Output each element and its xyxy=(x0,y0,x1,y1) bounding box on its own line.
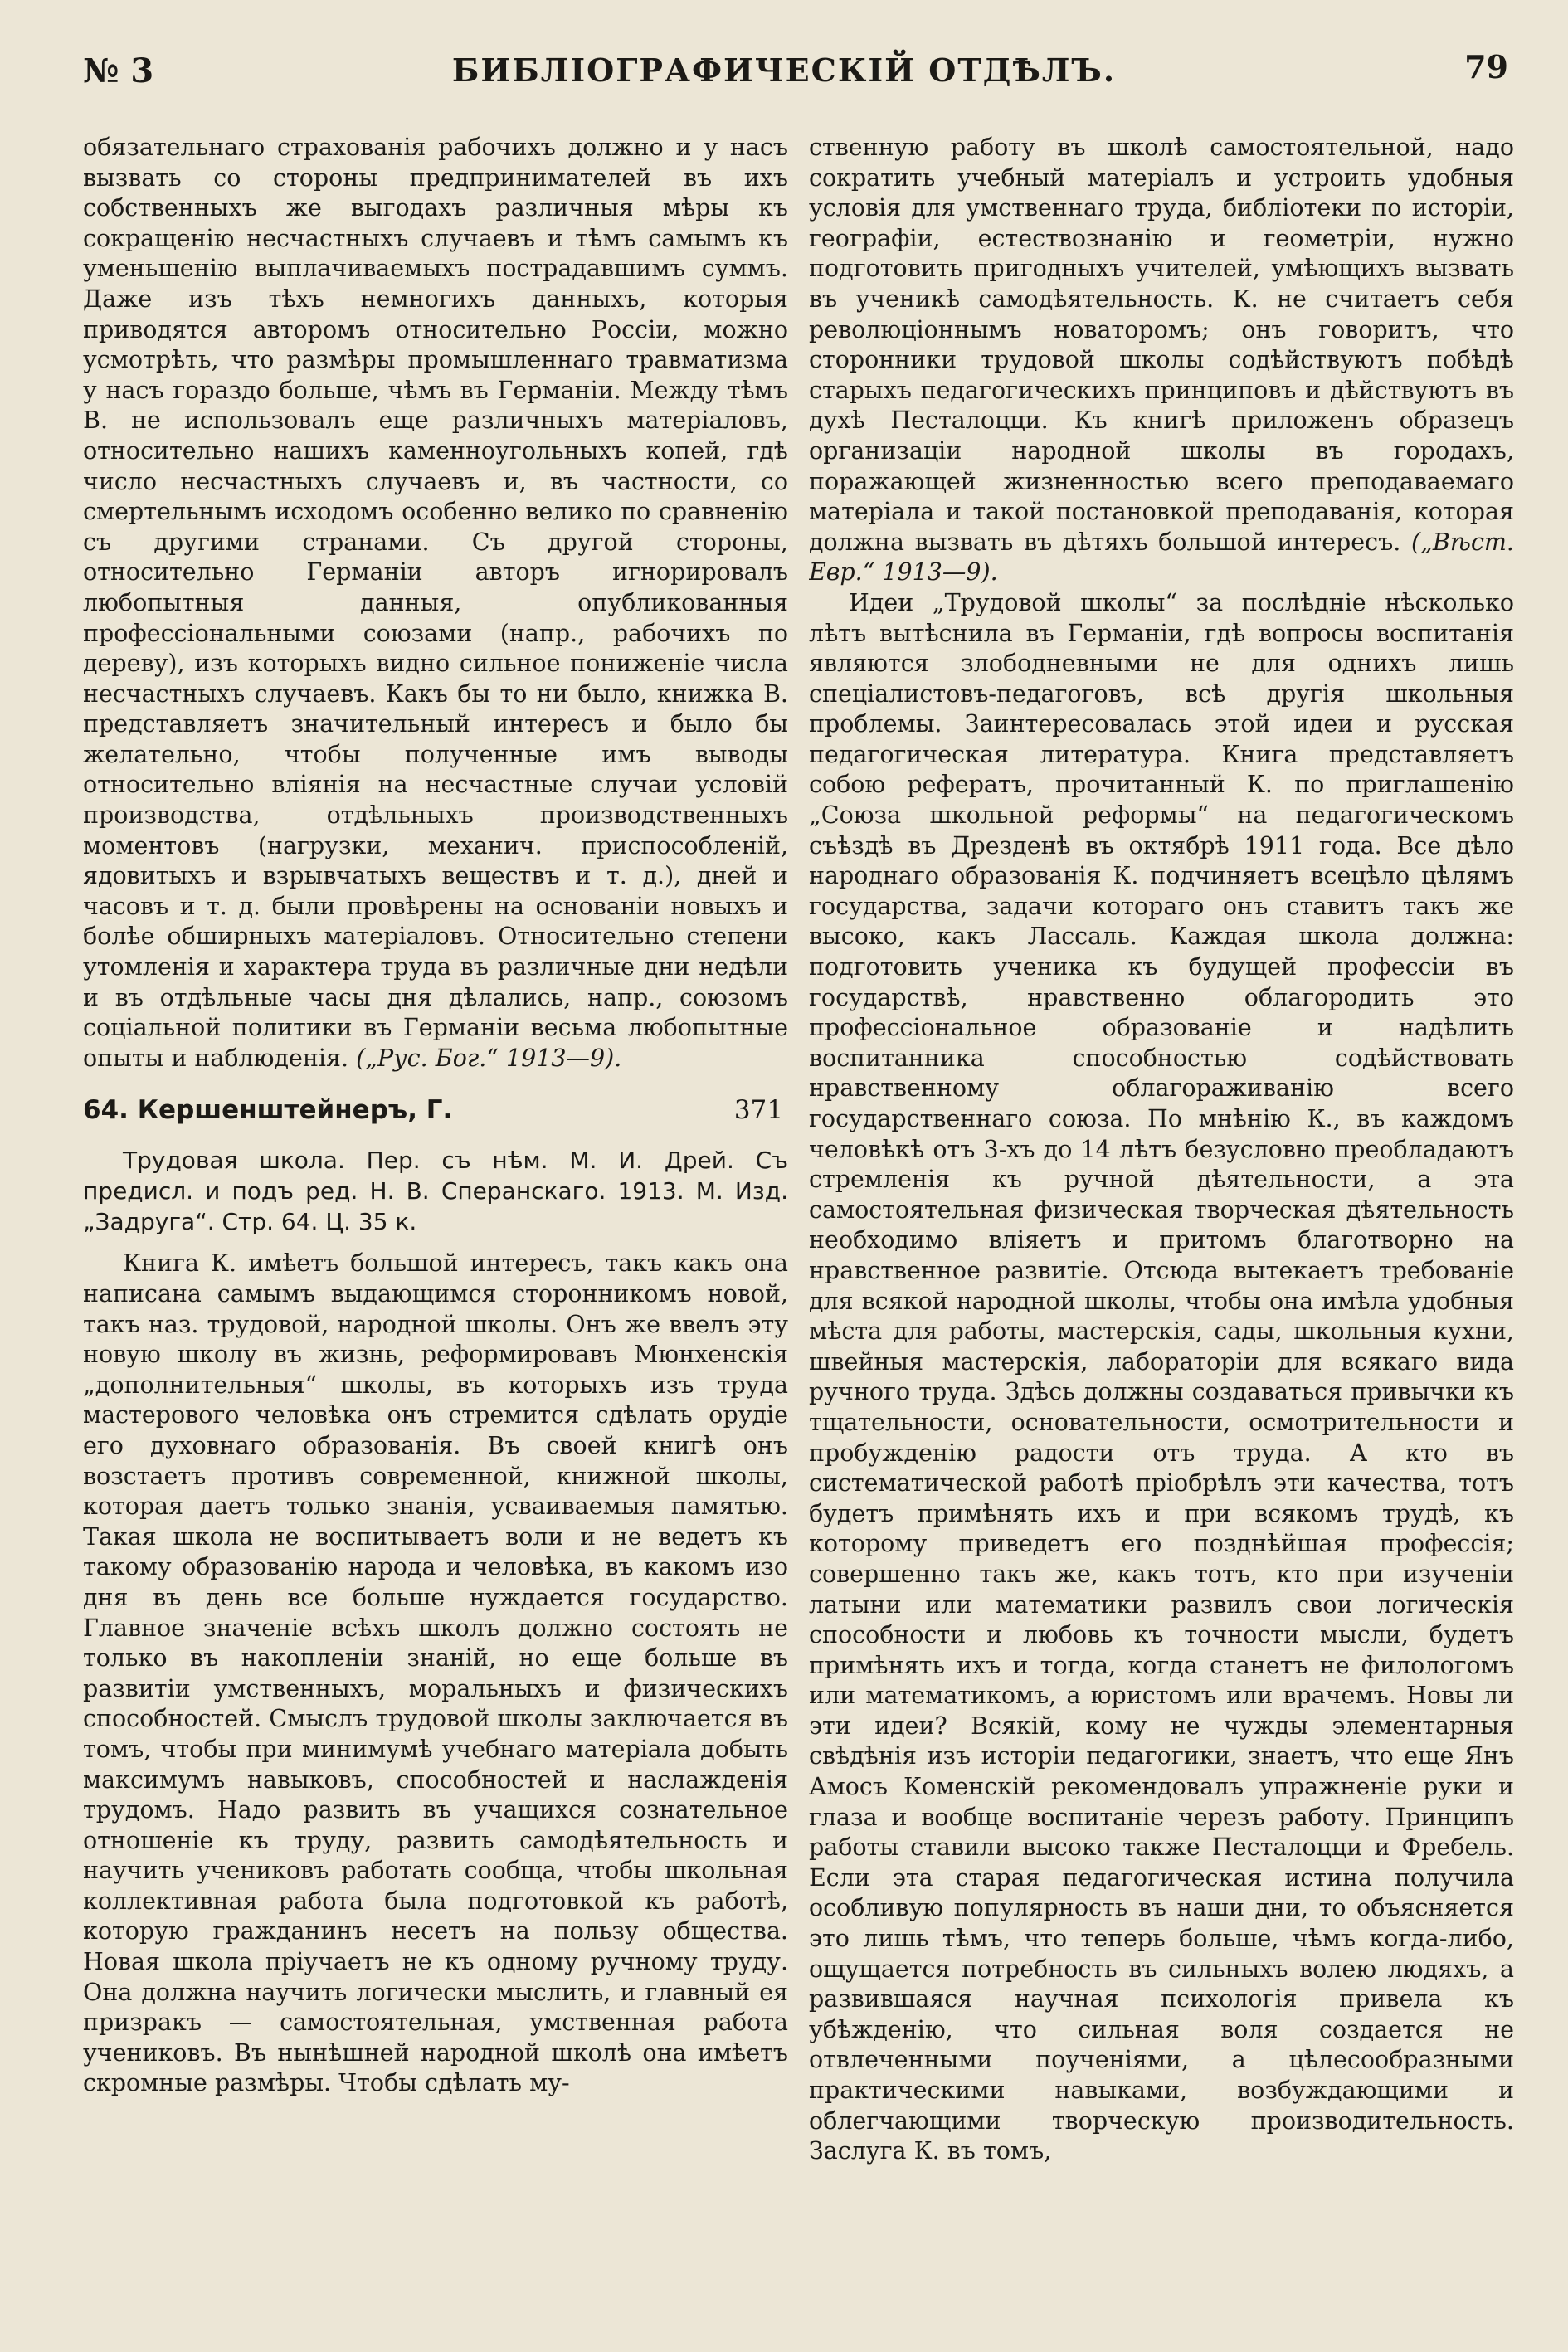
review-paragraph-right: Идеи „Трудовой школы“ за послѣдніе нѣсколько лѣтъ вытѣснила въ Германіи, гдѣ вопросы воспитанія являются злободневными не для однихъ лишь спеціалистовъ-педагоговъ, всѣ другія школьныя проблемы. Заинтересовалась этой идеи и русская педагогическая литература. Книга представляетъ собою рефератъ, прочитанный К. по приглашенію „Союза школьной реформы“ на педагогическомъ съѣздѣ въ Дрезденѣ въ октябрѣ 1911 года. Все дѣло народнаго образованія К. подчиняетъ всецѣло цѣлямъ государства, задачи котораго онъ ставитъ такъ же высоко, какъ Лассаль. Каждая школа должна: подготовить ученика къ будущей профессіи въ государствѣ, нравственно облагородить это профессіональное образованіе и надѣлить воспитанника способностью содѣйствовать нравственному облагораживанію всего государственнаго союза. По мнѣнію К., въ каждомъ человѣкѣ отъ 3-хъ до 14 лѣтъ безусловно преобладаютъ стремленія къ ручной дѣятельности, а эта самостоятельная физическая творческая дѣятельность необходимо вліяетъ и притомъ благотворно на нравственное развитіе. Отсюда вытекаетъ требованіе для всякой народной школы, чтобы она имѣла удобныя мѣста для работы, мастерскія, сады, школьныя кухни, швейныя мастерскія, лабораторіи для всякаго вида ручного труда. Здѣсь должны создаваться привычки къ тщательности, основательности, осмотрительности и пробужденію радости отъ труда. А кто въ систематической работѣ пріобрѣлъ эти качества, тотъ будетъ примѣнять ихъ и при всякомъ трудѣ, къ которому приведетъ его позднѣйшая профессія; совершенно такъ же, какъ тотъ, кто при изученіи латыни или математики развилъ свои логическія способности и любовь къ точности мысли, будетъ примѣнять ихъ и тогда, когда станетъ не филологомъ или математикомъ, а юристомъ или врачемъ. Новы ли эти идеи? Всякій, кому не чужды элементарныя свѣдѣнія изъ исторіи педагогики, знаетъ, что еще Янъ Амосъ Коменскій рекомендовалъ упражненіе руки и глаза и вообще воспитаніе черезъ работу. Принципъ работы ставили высоко также Песталоцци и Фребель. Если эта старая педагогическая истина получила особливую популярность въ наши дни, то объясняется это лишь тѣмъ, что теперь больше, чѣмъ когда-либо, ощущается потребность въ сильныхъ волею людяхъ, а развившаяся научная психологія привела къ убѣжденію, что сильная воля создается не отвлеченными поученіями, а цѣлесообразными практическими навыками, возбуждающими и облегчающими творческую производительность. Заслуга К. въ томъ, xyxy=(809,588,1514,2165)
bibliographic-record: Трудовая школа. Пер. съ нѣм. М. И. Дрей. Съ предисл. и подъ ред. Н. В. Сперанскаго. 1913. М. Изд. „Задруга“. Стр. 64. Ц. 35 к. xyxy=(83,1147,788,1236)
issue-number: № 3 xyxy=(83,51,154,90)
right-column xyxy=(809,133,1514,2331)
review-paragraph: Книга К. имѣетъ большой интересъ, такъ какъ она написана самымъ выдающимся сторонникомъ новой, такъ наз. трудовой, народной школы. Онъ же ввелъ эту новую школу въ жизнь, реформировавъ Мюнхенскія „дополнительныя“ школы, въ которыхъ изъ труда мастерового человѣка онъ стремится сдѣлать орудіе его духовнаго образованія. Въ своей книгѣ онъ возстаетъ противъ современной, книжной школы, которая даетъ только знанія, усваиваемыя памятью. Такая школа не воспитываетъ воли и не ведетъ къ такому образованію народа и человѣка, въ какомъ изо дня въ день все больше нуждается государство. Главное значеніе всѣхъ школъ должно состоять не только въ накопленіи знаній, но еще больше въ развитіи умственныхъ, моральныхъ и физическихъ способностей. Смыслъ трудовой школы заключается въ томъ, чтобы при минимумѣ учебнаго матеріала добыть максимумъ навыковъ, способностей и наслажденія трудомъ. Надо развить въ учащихся сознательное отношеніе къ труду, развить самодѣятельность и научить учениковъ работать сообща, чтобы школьная коллективная работа была подготовкой къ работѣ, которую гражданинъ несетъ на пользу общества. Новая школа пріучаетъ не къ одному ручному труду. Она должна научить логически мыслить, и главный ея призракъ — самостоятельная, умственная работа учениковъ. Въ нынѣшней народной школѣ она имѣетъ скромные размѣры. Чтобы сдѣлать му- xyxy=(83,1249,788,2097)
section-title: БИБЛІОГРАФИЧЕСКІЙ ОТДѢЛЪ. xyxy=(451,51,1117,89)
review-source-right: („Вѣст. Евр.“ 1913—9). xyxy=(809,528,1514,587)
review-source: („Рус. Бог.“ 1913—9). xyxy=(356,1044,622,1072)
left-column xyxy=(83,133,788,2331)
review-continuation xyxy=(83,133,788,1074)
entry-heading xyxy=(83,1095,788,1125)
review-text-right: ственную работу въ школѣ самостоятельной, надо сократить учебный матеріалъ и устроить удобныя условія для умственнаго труда, библіотеки по исторіи, географіи, естествознанію и геометріи, нужно подготовить пригодныхъ учителей, умѣющихъ вызвать въ ученикѣ самодѣятельность. К. не считаетъ себя революціоннымъ новаторомъ; онъ говоритъ, что сторонники трудовой школы содѣйствуютъ побѣдѣ старыхъ педагогическихъ принциповъ и дѣйствуютъ въ духѣ Песталоцци. Къ книгѣ приложенъ образецъ организаціи народной школы въ городахъ, поражающей жизненностью всего преподаваемаго матеріала и такой постановкой преподаванія, которая должна вызвать въ дѣтяхъ большой интересъ. xyxy=(809,134,1514,556)
entry-count: 371 xyxy=(733,1095,783,1126)
review-continuation-right xyxy=(809,133,1514,588)
review-text: обязательнаго страхованія рабочихъ должно и у насъ вызвать со стороны предпринимателей въ ихъ собственныхъ же выгодахъ различныя мѣры къ сокращенію несчастныхъ случаевъ и тѣмъ самымъ къ уменьшенію выплачиваемыхъ пострадавшимъ суммъ. Даже изъ тѣхъ немногихъ данныхъ, которыя приводятся авторомъ относительно Россіи, можно усмотрѣть, что размѣры промышленнаго травматизма у насъ гораздо больше, чѣмъ въ Германіи. Между тѣмъ В. не использовалъ еще различныхъ матеріаловъ, относительно нашихъ каменноугольныхъ копей, гдѣ число несчастныхъ случаевъ и, въ частности, со смертельнымъ исходомъ особенно велико по сравненію съ другими странами. Съ другой стороны, относительно Германіи авторъ игнорировалъ любопытныя данныя, опубликованныя профессіональными союзами (напр., рабочихъ по дереву), изъ которыхъ видно сильное пониженіе числа несчастныхъ случаевъ. Какъ бы то ни было, книжка В. представляетъ значительный интересъ и было бы желательно, чтобы полученные имъ выводы относительно вліянія на несчастные случаи условій производства, отдѣльныхъ производственныхъ моментовъ (нагрузки, механич. приспособленій, ядовитыхъ и взрывчатыхъ веществъ и т. д.), дней и часовъ и т. д. были провѣрены на основаніи новыхъ и болѣе обширныхъ матеріаловъ. Относительно степени утомленія и характера труда въ различные дни недѣли и въ отдѣльные часы дня дѣлались, напр., союзомъ соціальной политики въ Германіи весьма любопытные опыты и наблюденія. xyxy=(83,134,788,1072)
entry-title: 64. Кершенштейнеръ, Г. xyxy=(83,1095,453,1126)
page-header xyxy=(0,0,1568,124)
page-number: 79 xyxy=(1464,48,1508,85)
